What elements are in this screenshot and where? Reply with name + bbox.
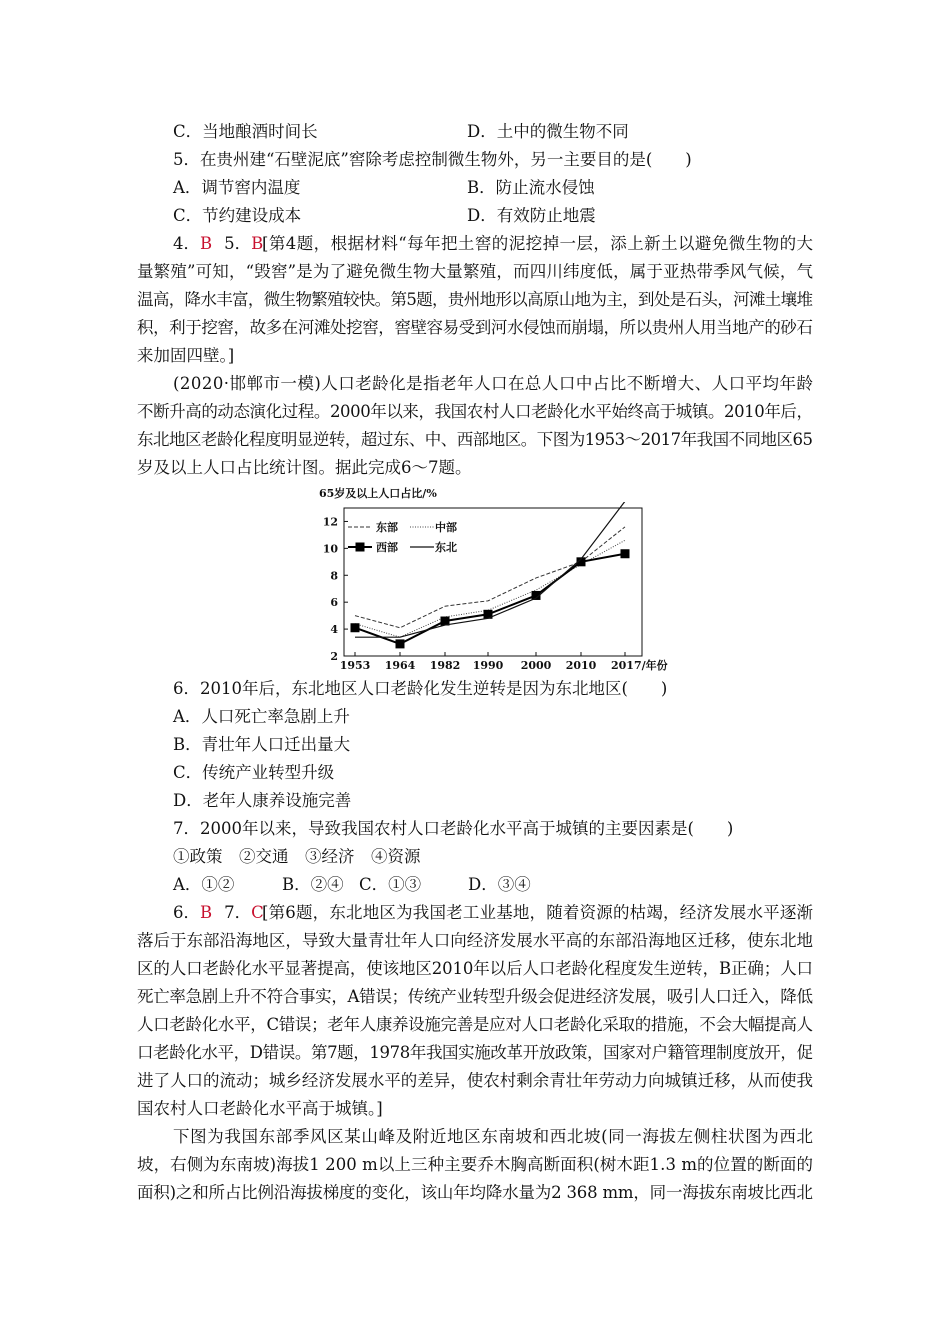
q7-option-d: D．③④	[468, 875, 531, 894]
q4-answer: B	[200, 234, 213, 253]
q7-option-a: A．①②	[173, 875, 235, 894]
answer-45-line-2: 量繁殖”可知，“毁窖”是为了避免微生物大量繁殖，而四川纬度低，属于亚热带季风气候，气	[137, 262, 814, 281]
answer-67-line-7: 进了人口的流动；城乡经济发展水平的差异，使农村剩余青壮年劳动力向城镇迁移，从而使我	[137, 1071, 813, 1090]
q6-option-b: B．青壮年人口迁出量大	[173, 735, 351, 754]
answer-67-line-4: 死亡率急剧上升不符合事实，A错误；传统产业转型升级会促进经济发展，吸引人口迁入，降低	[137, 987, 813, 1006]
x-tick-label-4: 2000	[520, 659, 552, 672]
y-tick-label-2: 2	[330, 650, 338, 663]
passage-67-line-4: 岁及以上人口占比统计图。据此完成6～7题。	[137, 458, 472, 477]
q6-stem: 6．2010年后，东北地区人口老龄化发生逆转是因为东北地区( )	[173, 679, 668, 698]
answer-45-header	[173, 233, 263, 255]
series-line-2	[355, 554, 625, 644]
passage-next-line-3: 面积)之和所占比例沿海拔梯度的变化，该山年均降水量为2 368 mm，同一海拔东南坡比西北	[137, 1183, 813, 1202]
y-tick-label-4: 4	[330, 623, 338, 637]
answer-45-line-5: 来加固四壁。]	[137, 346, 235, 365]
q4-option-c: C．当地酿酒时间长	[173, 122, 318, 141]
chart-legend	[348, 520, 457, 554]
q7-option-c: C．①③	[359, 875, 422, 894]
population-aging-chart	[300, 480, 668, 675]
answer-45-line-4: 积，利于挖窖，故多在河滩处挖窖，窖壁容易受到河水侵蚀而崩塌，所以贵州人用当地产的砂石	[137, 318, 813, 337]
q5-option-d: D．有效防止地震	[467, 206, 596, 225]
y-tick-label-10: 10	[322, 542, 338, 556]
series-2-point-0	[351, 623, 360, 632]
q6-answer: B	[200, 903, 213, 922]
answer-67-line-3: 区的人口老龄化水平显著提高，使该地区2010年以后人口老龄化程度发生逆转，B正确；人口	[137, 959, 813, 978]
y-tick-label-8: 8	[330, 569, 338, 583]
q7-stem: 7．2000年以来，导致我国农村人口老龄化水平高于城镇的主要因素是( )	[173, 819, 734, 838]
legend-east-label: 东部	[376, 521, 398, 534]
q7-answer: C	[251, 903, 264, 922]
x-tick-label-5: 2010	[565, 659, 597, 672]
q6-option-c: C．传统产业转型升级	[173, 763, 335, 782]
x-tick-label-2: 1982	[429, 659, 461, 672]
x-tick-label-0: 1953	[339, 659, 371, 672]
answer-67-header	[173, 902, 264, 924]
passage-next-line-1: 下图为我国东部季风区某山峰及附近地区东南坡和西北坡(同一海拔左侧柱状图为西北	[173, 1127, 814, 1146]
passage-next-line-2: 坡，右侧为东南坡)海拔1 200 m以上三种主要乔木胸高断面积(树木距1.3 m的位置的断面的	[137, 1155, 814, 1174]
chart-title: 65岁及以上人口占比/%	[319, 487, 437, 500]
series-2-point-1	[396, 639, 405, 648]
q5-option-a: A．调节窖内温度	[173, 178, 301, 197]
answer-45-line-1: [第4题，根据材料“每年把土窖的泥挖掉一层，添上新土以避免微生物的大	[262, 234, 814, 253]
q7-option-b: B．②④	[282, 875, 344, 894]
q4-option-d: D．土中的微生物不同	[467, 122, 629, 141]
q6-option-d: D．老年人康养设施完善	[173, 791, 352, 810]
x-tick-label-1: 1964	[384, 659, 416, 672]
q4-number: 4．	[173, 234, 200, 253]
y-tick-label-12: 12	[322, 515, 338, 529]
passage-67-line-1: (2020·邯郸市一模)人口老龄化是指老年人口在总人口中占比不断增大、人口平均年龄	[173, 374, 814, 393]
q5-answer: B	[251, 234, 264, 253]
legend-central-label: 中部	[435, 521, 457, 534]
y-tick-label-6: 6	[330, 596, 338, 610]
q6-option-a: A．人口死亡率急剧上升	[173, 707, 350, 726]
answer-67-line-5: 人口老龄化水平，C错误；老年人康养设施完善是应对人口老龄化采取的措施，不会大幅提高人	[137, 1015, 813, 1034]
q6-number: 6．	[173, 903, 200, 922]
legend-northeast-label: 东北	[435, 541, 457, 554]
q5-number: 5．	[224, 234, 252, 253]
x-tick-label-3: 1990	[472, 659, 504, 672]
passage-67-line-3: 东北地区老龄化程度明显逆转，超过东、中、西部地区。下图为1953～2017年我国不同地区65	[137, 430, 813, 449]
x-tick-label-6: 2017/年份	[611, 659, 668, 672]
answer-45-line-3: 温高，降水丰富，微生物繁殖较快。第5题，贵州地形以高原山地为主，到处是石头，河滩土壤堆	[137, 290, 813, 309]
answer-67-line-6: 口老龄化水平，D错误。第7题，1978年我国实施改革开放政策，国家对户籍管理制度放开，促	[137, 1043, 813, 1062]
q7-number: 7．	[224, 903, 252, 922]
q5-option-c: C．节约建设成本	[173, 206, 302, 225]
passage-67-line-2: 不断升高的动态演化过程。2000年以来，我国农村人口老龄化水平始终高于城镇。2010年后，	[137, 402, 813, 421]
legend-west-marker	[356, 543, 365, 552]
answer-67-line-1: [第6题，东北地区为我国老工业基地，随着资源的枯竭，经济发展水平逐渐	[262, 903, 814, 922]
q5-stem: 5．在贵州建“石壁泥底”窖除考虑控制微生物外，另一主要目的是( )	[173, 150, 692, 169]
legend-west-label: 西部	[376, 541, 398, 554]
answer-67-line-2: 落后于东部沿海地区，导致大量青壮年人口向经济发展水平高的东部沿海地区迁移，使东北地	[137, 931, 813, 950]
answer-67-line-8: 国农村人口老龄化水平高于城镇。]	[137, 1099, 383, 1118]
series-2-point-6	[621, 549, 630, 558]
q7-factors: ①政策 ②交通 ③经济 ④资源	[173, 847, 421, 866]
q5-option-b: B．防止流水侵蚀	[467, 178, 595, 197]
